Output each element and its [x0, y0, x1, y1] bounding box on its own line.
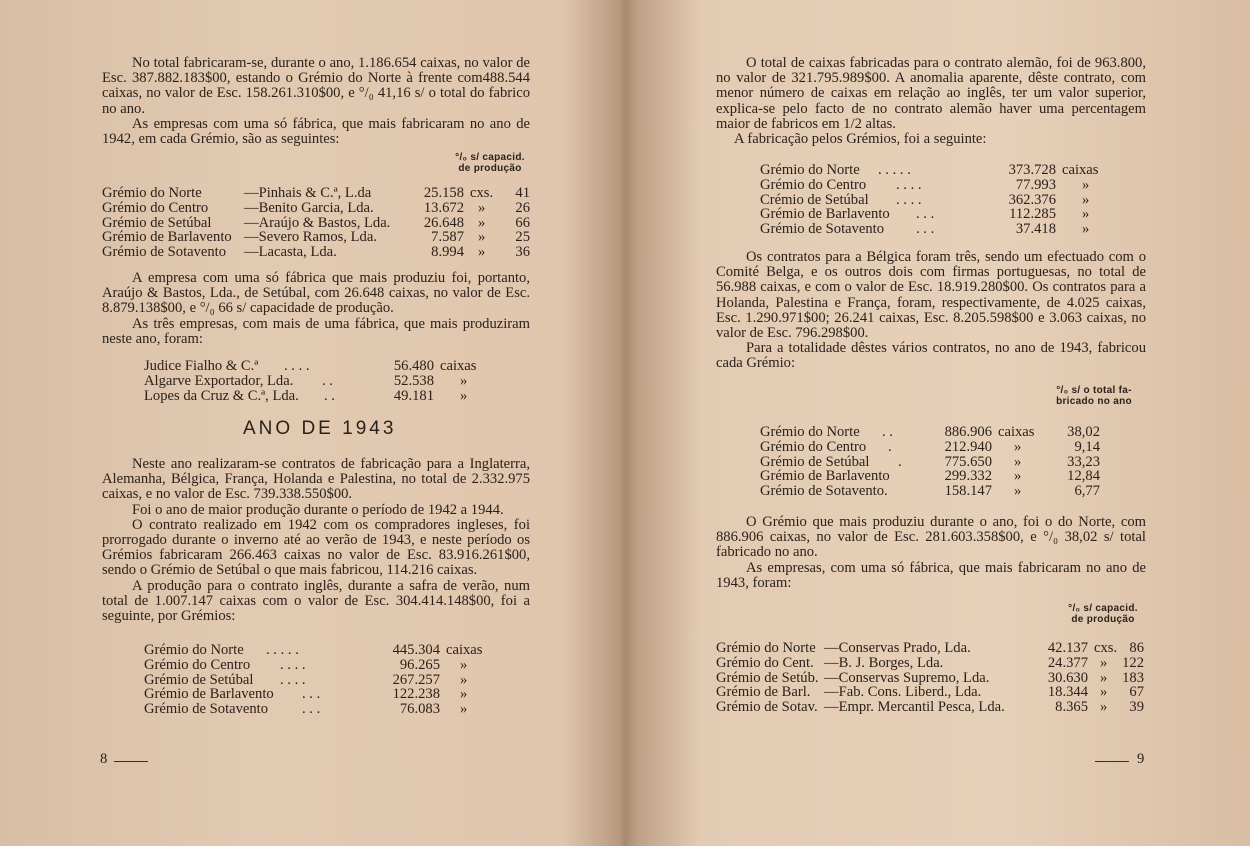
table-row: Grémio do Norte —Conservas Prado, Lda. 42.137 cxs. 86	[716, 640, 1144, 656]
english-contract-table	[144, 643, 504, 717]
table-row: Grémio de Barlavento —Severo Ramos, Lda. 7.587 » 25	[102, 229, 530, 246]
paragraph: Os contratos para a Bélgica foram três, sendo um efectuado com o Comité Belga, e os outros dois com firmas portuguesas, no total de 56.988 caixas, e com o valor de Esc. 18.919.280$00. Os contratos para a Holanda, Palestina e França, foram, respectivamente, de 4.025 caixas, Esc. 1.290.971$00; 26.241 caixas, Esc. 8.205.598$00 e 3.063 caixas, no valor de Esc. 796.298$00.	[716, 249, 1146, 342]
table-row: Grémio do Centro . 212.940 » 9,14	[760, 438, 1100, 455]
table-row: Grémio do Centro . . . . 96.265 »	[144, 656, 468, 673]
table-row: Grémio de Sotavento —Lacasta, Lda. 8.994 » 36	[102, 244, 530, 261]
table-row: Grémio de Sotavento . . . 76.083 »	[144, 701, 468, 718]
table-row: Grémio de Sotavento . . . 37.418 »	[760, 221, 1090, 238]
table-row: Grémio de Barl. —Fab. Cons. Liberd., Lda. 18.344 » 67	[716, 684, 1144, 701]
page-number-rule	[1095, 761, 1129, 762]
paragraph: Para a totalidade dêstes vários contratos, no ano de 1943, fabricou cada Grémio:	[716, 340, 1146, 372]
german-contract-table	[760, 163, 1120, 237]
paragraph: A empresa com uma só fábrica que mais produziu foi, portanto, Araújo & Bastos, Lda., de Setúbal, com 26.648 caixas, no valor de Esc. 8.879.138$00, e °/₀ 66 s/ capacidade de produção.	[102, 270, 530, 317]
table-row: Grémio de Setúbal —Araújo & Bastos, Lda. 26.648 » 66	[102, 214, 530, 231]
paragraph: A produção para o contrato inglês, durante a safra de verão, num total de 1.007.147 caixas com o valor de Esc. 304.414.148$00, foi a seguinte, por Grémios:	[102, 577, 530, 625]
right-mid-text	[716, 250, 1146, 372]
table-row: Grémio do Norte . . . . . 445.304 caixas	[144, 642, 483, 658]
table-row: Grémio do Centro —Benito Garcia, Lda. 13.672 » 26	[102, 199, 530, 216]
table-row: Judice Fialho & C.ª . . . . 56.480 caixas	[144, 358, 477, 374]
table-row: Grémio do Norte . . . . . 373.728 caixas	[760, 162, 1099, 178]
table-row: Grémio de Setúb. —Conservas Supremo, Lda. 30.630 » 183	[716, 669, 1144, 686]
left-intro-text	[102, 56, 530, 147]
table-row: Grémio de Sotavento. 158.147 » 6,77	[760, 483, 1100, 500]
table-row: Grémio de Barlavento . . . 112.285 »	[760, 206, 1090, 223]
paragraph: No total fabricaram-se, durante o ano, 1.186.654 caixas, no valor de Esc. 387.882.183$00, estando o Grémio do Norte à frente com488.544 caixas, no valor de Esc. 158.261.310$00, e °/₀ 41,16 s/ o total do fabrico no ano.	[102, 55, 530, 117]
table-row: Grémio do Centro . . . . 77.993 »	[760, 176, 1090, 193]
table-row: Algarve Exportador, Lda. . . 52.538 »	[144, 372, 468, 389]
page-number: 8	[100, 751, 108, 767]
table-row: Crémio de Setúbal . . . . 362.376 »	[760, 191, 1090, 208]
table-row: Grémio do Norte . . 886.906 caixas 38,02	[760, 424, 1100, 440]
table-row: Grémio de Barlavento 299.332 » 12,84	[760, 468, 1100, 485]
left-mid-text	[102, 271, 530, 347]
paragraph: Neste ano realizaram-se contratos de fabricação para a Inglaterra, Alemanha, Bélgica, França, Holanda e Palestina, no total de 2.332.975 caixas, e no valor de Esc. 739.338.550$00.	[102, 456, 530, 503]
page-number-rule	[114, 761, 148, 762]
section-title: ANO DE 1943	[243, 418, 397, 439]
paragraph: O contrato realizado em 1942 com os compradores ingleses, foi prorrogado durante o inverno até ao verão de 1943, e neste período os Grémios fabricaram 266.463 caixas no valor de Esc. 83.916.261$00, sendo o Grémio de Setúbal o que mais fabricou, 114.216 caixas.	[102, 516, 530, 579]
table-header-total: °/₀ s/ o total fa- bricado no ano	[1056, 385, 1132, 407]
companies-1942-table	[102, 186, 532, 260]
table-header-capacity: °/₀ s/ capacid. de produção	[455, 152, 525, 174]
table-row: Grémio de Setúbal . . . . 267.257 »	[144, 671, 468, 688]
table-row: Grémio do Norte —Pinhais & C.ª, L.da 25.158 cxs. 41	[102, 185, 530, 201]
table-row: Lopes da Cruz & C.ª, Lda. . . 49.181 »	[144, 387, 468, 404]
page-number: 9	[1137, 751, 1145, 767]
table-row: Grémio de Setúbal . 775.650 » 33,23	[760, 453, 1100, 470]
right-intro-text	[716, 56, 1146, 147]
left-1943-text	[102, 457, 530, 624]
paragraph: As três empresas, com mais de uma fábrica, que mais produziram neste ano, foram:	[102, 315, 530, 347]
right-end-text	[716, 515, 1146, 591]
right-page	[625, 0, 1250, 846]
paragraph: O Grémio que mais produziu durante o ano, foi o do Norte, com 886.906 caixas, no valor de Esc. 281.603.358$00, e °/₀ 38,02 s/ total fabricado no ano.	[716, 514, 1146, 561]
table-row: Grémio do Cent. —B. J. Borges, Lda. 24.377 » 122	[716, 654, 1144, 671]
table-row: Grémio de Sotav. —Empr. Mercantil Pesca, Lda. 8.365 » 39	[716, 699, 1144, 716]
companies-1943-table	[716, 641, 1146, 715]
table-row: Grémio de Barlavento . . . 122.238 »	[144, 686, 468, 703]
multi-factory-table	[144, 359, 504, 403]
table-header-capacity: °/₀ s/ capacid. de produção	[1068, 603, 1138, 625]
paragraph: As empresas, com uma só fábrica, que mais fabricaram no ano de 1943, foram:	[716, 559, 1146, 591]
paragraph: A fabricação pelos Grémios, foi a seguinte:	[734, 131, 987, 148]
paragraph: Foi o ano de maior produção durante o período de 1942 a 1944.	[132, 501, 504, 518]
paragraph: As empresas com uma só fábrica, que mais fabricaram no ano de 1942, em cada Grémio, são as seguintes:	[102, 115, 530, 148]
paragraph: O total de caixas fabricadas para o contrato alemão, foi de 963.800, no valor de 321.795.989$00. A anomalia aparente, dêste contrato, com menor número de caixas em relação ao inglês, ter um valor superior, explica-se pelo facto de no contrato alemão haver uma percentagem maior de fabricos em 1/2 altas.	[716, 55, 1146, 132]
gremio-totals-1943-table	[760, 425, 1120, 499]
